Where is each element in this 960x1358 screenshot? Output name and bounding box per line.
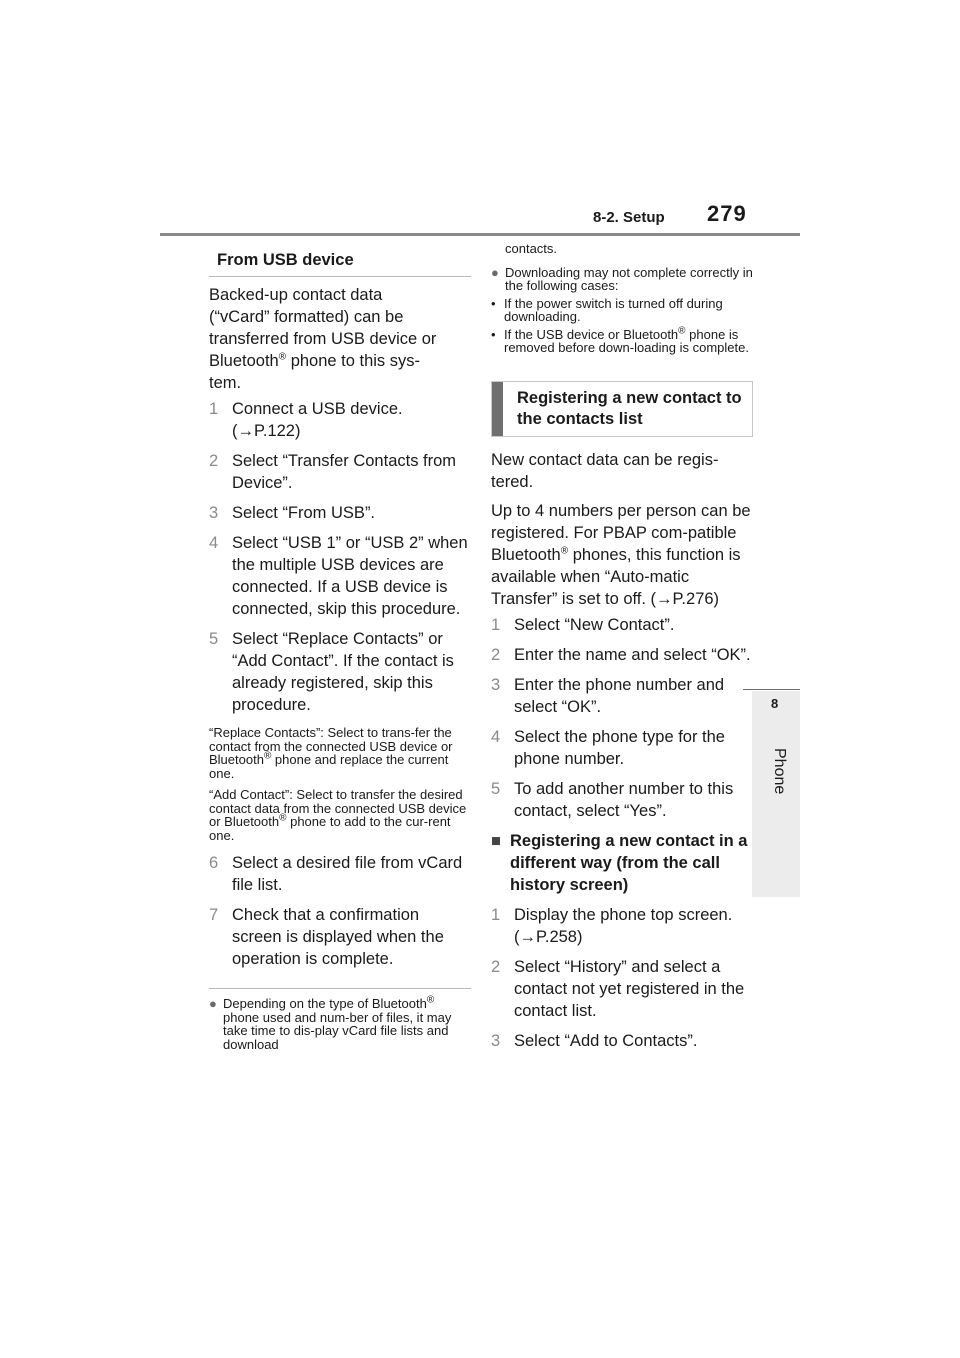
section-heading-usb bbox=[209, 240, 471, 277]
intro-line: transferred from USB device or bbox=[209, 330, 437, 348]
step-item bbox=[491, 726, 753, 770]
step-item bbox=[491, 644, 753, 666]
registered-mark: ® bbox=[678, 325, 686, 337]
step-number: 2 bbox=[209, 452, 219, 470]
step-text: Select “Add to Contacts”. bbox=[514, 1031, 698, 1050]
step-text: Display the phone top screen. (→P.258) bbox=[514, 905, 733, 946]
heading-text: From USB device bbox=[217, 251, 354, 269]
note-text: If the power switch is turned off during downloading. bbox=[504, 295, 723, 324]
heading-bar bbox=[492, 382, 503, 436]
step-number: 3 bbox=[491, 675, 501, 694]
intro-line: (“vCard” formatted) can be bbox=[209, 308, 404, 326]
note-text: Downloading may not complete correctly in the following cases: bbox=[505, 264, 753, 293]
intro-line: tem. bbox=[209, 374, 242, 392]
step-text: Select a desired file from vCard file list. bbox=[232, 854, 463, 894]
note-text: “Add Contact”: Select to transfer the desired contact data from the connected USB device or Bluetooth bbox=[209, 787, 467, 829]
step-text: Select the phone type for the phone number. bbox=[514, 727, 725, 768]
step-number: 6 bbox=[209, 854, 219, 872]
intro-line: Backed-up contact data bbox=[209, 286, 383, 304]
step-item bbox=[209, 398, 471, 442]
step-number: 2 bbox=[491, 645, 501, 664]
note-replace-contacts bbox=[209, 726, 471, 780]
step-text: Select “Transfer Contacts from Device”. bbox=[232, 452, 457, 492]
step-text: Select “Replace Contacts” or “Add Contact”. If the contact is already registered, skip this procedure. bbox=[232, 630, 454, 714]
step-item bbox=[209, 532, 471, 620]
section-heading-register bbox=[491, 381, 753, 437]
step-number: 1 bbox=[491, 905, 501, 924]
bullet-note bbox=[491, 266, 753, 293]
step-item bbox=[491, 674, 753, 718]
section-title: 8-2. Setup bbox=[593, 209, 665, 226]
step-number: 5 bbox=[209, 630, 219, 648]
step-text: To add another number to this contact, select “Yes”. bbox=[514, 779, 734, 820]
step-item bbox=[209, 628, 471, 716]
registered-mark: ® bbox=[279, 812, 287, 824]
registered-mark: ® bbox=[263, 750, 272, 762]
note-text: If the USB device or Bluetooth bbox=[504, 326, 679, 342]
paragraph-text: Up to 4 numbers per person can be registered. For PBAP com-patible Bluetooth bbox=[491, 501, 751, 564]
bullet-note-continuation bbox=[491, 242, 753, 256]
dot-icon: • bbox=[491, 295, 496, 311]
step-number: 1 bbox=[491, 615, 501, 634]
step-number: 5 bbox=[491, 779, 501, 798]
step-number: 4 bbox=[491, 727, 501, 746]
intro-text: phone to this sys- bbox=[286, 352, 421, 370]
note-text: phone is removed before down-loading is complete. bbox=[504, 326, 749, 355]
sub-bullet bbox=[491, 297, 753, 324]
registered-mark: ® bbox=[426, 994, 435, 1006]
step-item bbox=[209, 904, 471, 970]
note-text: “Replace Contacts”: Select to trans-fer the contact from the connected USB device or Bluetooth bbox=[209, 725, 453, 767]
intro-paragraph bbox=[209, 284, 471, 394]
step-number: 4 bbox=[209, 534, 219, 552]
bullet-note bbox=[209, 994, 471, 1052]
registered-mark: ® bbox=[278, 351, 287, 363]
step-item bbox=[209, 450, 471, 494]
step-number: 1 bbox=[209, 400, 219, 418]
note-text: contacts. bbox=[505, 241, 558, 256]
paragraph: New contact data can be regis-tered. bbox=[491, 450, 719, 491]
step-text: Select “USB 1” or “USB 2” when the multiple USB devices are connected. If a USB device is connected, skip this procedure. bbox=[232, 534, 468, 618]
subheading-text: Registering a new contact in a different way (from the call history screen) bbox=[510, 831, 748, 894]
step-item bbox=[491, 1030, 753, 1052]
step-number: 3 bbox=[209, 504, 219, 522]
step-text: Select “New Contact”. bbox=[514, 615, 675, 634]
step-text: Enter the name and select “OK”. bbox=[514, 645, 751, 664]
note-text: phone to add to the cur-rent one. bbox=[209, 814, 451, 843]
step-number: 3 bbox=[491, 1031, 501, 1050]
step-text: Connect a USB device. (→P.122) bbox=[232, 400, 403, 440]
page-number: 279 bbox=[707, 201, 747, 226]
step-text: Check that a confirmation screen is displayed when the operation is complete. bbox=[232, 906, 444, 968]
paragraph bbox=[491, 500, 753, 610]
step-text: Select “From USB”. bbox=[232, 504, 376, 522]
dot-icon: • bbox=[491, 326, 496, 342]
note-divider bbox=[209, 988, 471, 989]
note-text: phone and replace the current one. bbox=[209, 752, 449, 781]
square-bullet-icon: ■ bbox=[491, 831, 501, 850]
sub-bullet bbox=[491, 325, 753, 355]
step-text: Enter the phone number and select “OK”. bbox=[514, 675, 725, 716]
chapter-label: Phone bbox=[771, 748, 788, 795]
step-text: Select “History” and select a contact not yet registered in the contact list. bbox=[514, 957, 745, 1020]
left-column bbox=[209, 240, 471, 1051]
step-number: 7 bbox=[209, 906, 219, 924]
heading-text: Registering a new contact to the contacts list bbox=[517, 388, 742, 428]
step-item bbox=[491, 778, 753, 822]
chapter-number: 8 bbox=[771, 696, 779, 711]
step-item bbox=[491, 614, 753, 636]
step-item bbox=[209, 852, 471, 896]
note-text: Depending on the type of Bluetooth bbox=[223, 996, 427, 1011]
note-text: phone used and num-ber of files, it may take time to dis-play vCard file lists and download bbox=[223, 1009, 452, 1052]
header-rule bbox=[160, 233, 800, 236]
subheading-call-history bbox=[491, 830, 753, 896]
step-number: 2 bbox=[491, 957, 501, 976]
step-item bbox=[491, 956, 753, 1022]
paragraph-text: phones, this function is available when “Auto-matic Transfer” is set to off. (→P.276) bbox=[491, 545, 741, 608]
right-column bbox=[491, 240, 753, 1052]
bullet-icon: ● bbox=[491, 264, 499, 280]
bullet-icon: ● bbox=[209, 996, 217, 1011]
note-add-contact bbox=[209, 788, 471, 842]
step-item bbox=[209, 502, 471, 524]
step-item bbox=[491, 904, 753, 948]
registered-mark: ® bbox=[560, 545, 569, 556]
intro-text: Bluetooth bbox=[209, 352, 279, 370]
intro-line bbox=[209, 350, 471, 372]
